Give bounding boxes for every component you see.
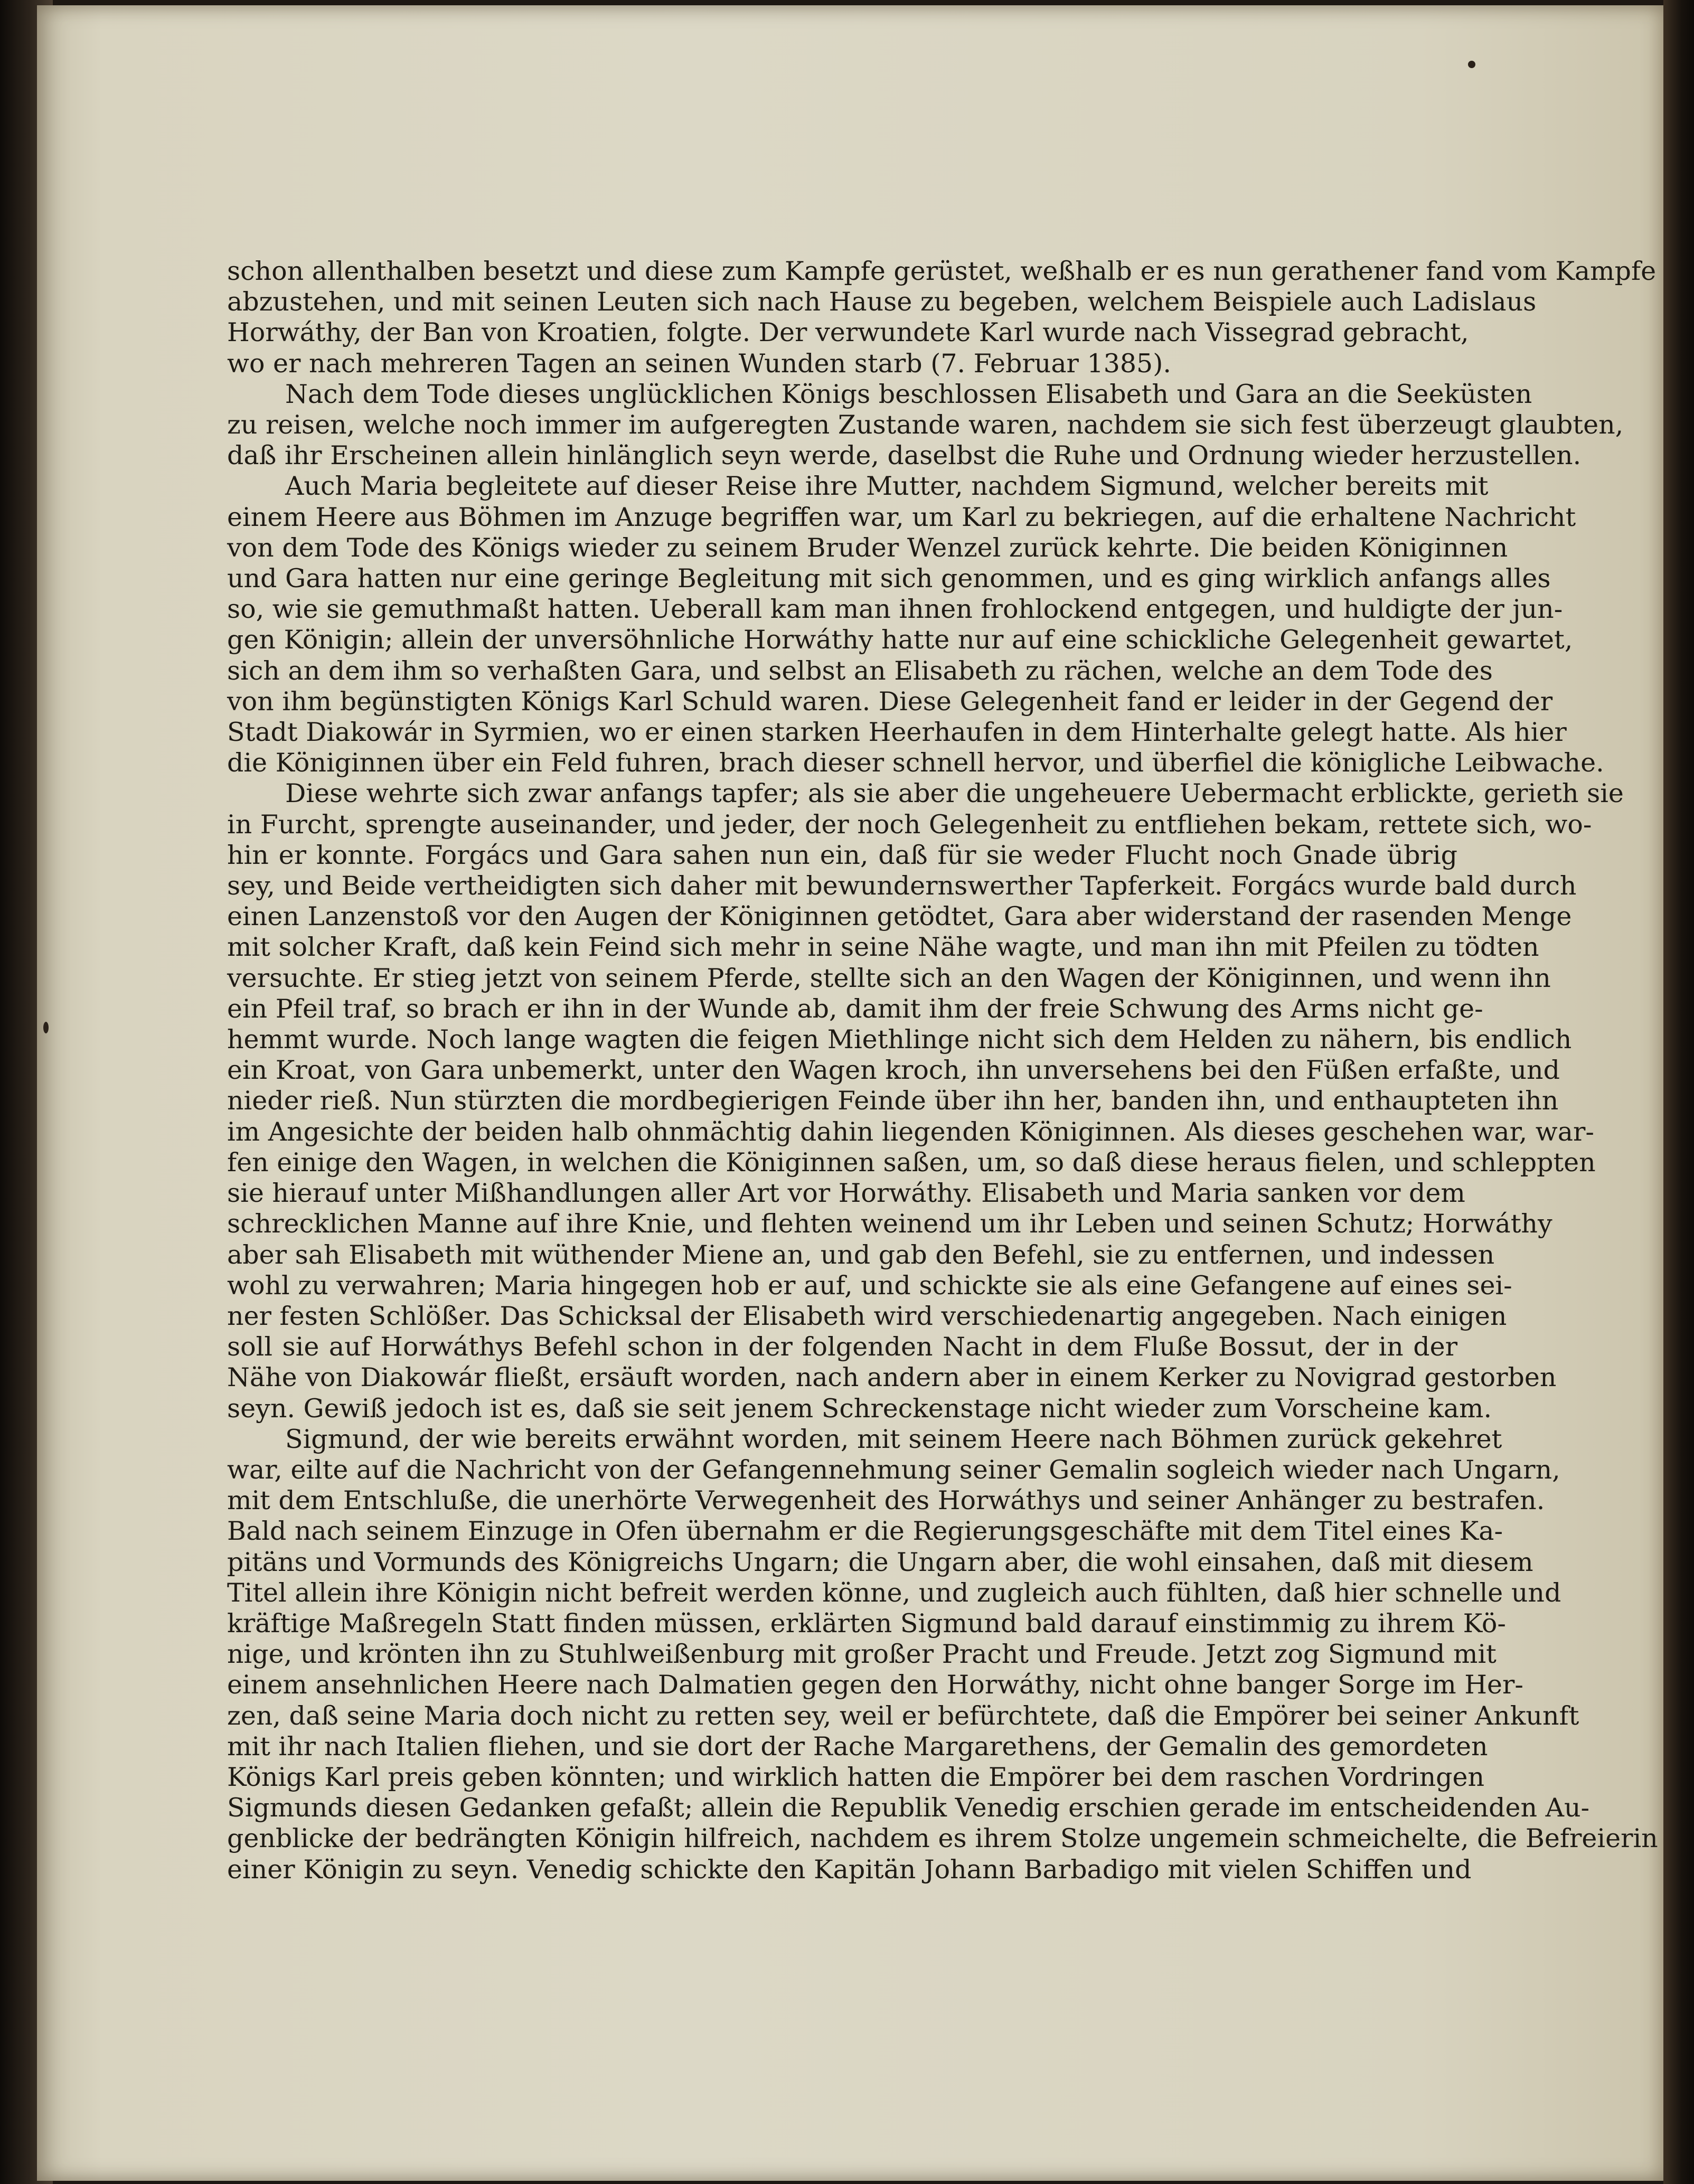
text-line: ein Pfeil traf, so brach er ihn in der Wunde ab, damit ihm der freie Schwung des Arms nicht ge- (227, 993, 1483, 1024)
text-line: zen, daß seine Maria doch nicht zu retten sey, weil er befürchtete, daß die Empörer bei seiner Ankunft (227, 1700, 1579, 1731)
text-line: nige, und krönten ihn zu Stuhlweißenburg mit großer Pracht und Freude. Jetzt zog Sigmund mit (227, 1639, 1497, 1670)
page-edge (1663, 0, 1694, 2184)
text-line: nieder rieß. Nun stürzten die mordbegierigen Feinde über ihn her, banden ihn, und enthaupteten ihn (227, 1086, 1559, 1116)
text-line: sich an dem ihm so verhaßten Gara, und selbst an Elisabeth zu rächen, welche an dem Tode des (227, 655, 1493, 686)
text-line: Nähe von Diakowár fließt, ersäuft worden, nach andern aber in einem Kerker zu Novigrad gestorben (227, 1362, 1557, 1393)
paper-speck (43, 1022, 49, 1033)
text-line: fen einige den Wagen, in welchen die Königinnen saßen, um, so daß diese heraus fielen, und schleppten (227, 1147, 1596, 1178)
text-line: sie hierauf unter Mißhandlungen aller Art vor Horwáthy. Elisabeth und Maria sanken vor dem (227, 1178, 1465, 1209)
text-line: so, wie sie gemuthmaßt hatten. Ueberall kam man ihnen frohlockend entgegen, und huldigte der jun- (227, 594, 1563, 625)
text-line: Titel allein ihre Königin nicht befreit werden könne, und zugleich auch fühlten, daß hier schnelle und (227, 1577, 1561, 1608)
text-line: mit dem Entschluße, die unerhörte Verwegenheit des Horwáthys und seiner Anhänger zu bestrafen. (227, 1485, 1545, 1516)
text-line: einem Heere aus Böhmen im Anzuge begriffen war, um Karl zu bekriegen, auf die erhaltene Nachricht (227, 502, 1576, 532)
text-line: hemmt wurde. Noch lange wagten die feigen Miethlinge nicht sich dem Helden zu nähern, bis endlich (227, 1024, 1572, 1055)
text-line: von ihm begünstigten Königs Karl Schuld waren. Diese Gelegenheit fand er leider in der Gegend der (227, 686, 1553, 717)
text-line: Stadt Diakowár in Syrmien, wo er einen starken Heerhaufen in dem Hinterhalte gelegt hatte. Als hier (227, 717, 1567, 748)
text-line: abzustehen, und mit seinen Leuten sich nach Hause zu begeben, welchem Beispiele auch Ladislaus (227, 287, 1537, 317)
text-line: zu reisen, welche noch immer im aufgeregten Zustande waren, nachdem sie sich fest überzeugt glaubten, (227, 410, 1624, 440)
text-line: genblicke der bedrängten Königin hilfreich, nachdem es ihrem Stolze ungemein schmeichelte, die Befreierin (227, 1823, 1658, 1854)
text-line: Nach dem Tode dieses unglücklichen Königs beschlossen Elisabeth und Gara an die Seeküsten (285, 379, 1532, 409)
text-line: Sigmunds diesen Gedanken gefaßt; allein die Republik Venedig erschien gerade im entscheidenden Au- (227, 1793, 1590, 1823)
text-line: im Angesichte der beiden halb ohnmächtig dahin liegenden Königinnen. Als dieses geschehen war, war- (227, 1116, 1594, 1147)
text-line: Horwáthy, der Ban von Kroatien, folgte. Der verwundete Karl wurde nach Vissegrad gebracht, (227, 317, 1469, 348)
text-line: die Königinnen über ein Feld fuhren, brach dieser schnell hervor, und überfiel die königliche Leibwache. (227, 748, 1604, 778)
text-line: war, eilte auf die Nachricht von der Gefangennehmung seiner Gemalin sogleich wieder nach Ungarn, (227, 1454, 1560, 1485)
body-text (227, 256, 1658, 1885)
text-line: wohl zu verwahren; Maria hingegen hob er auf, und schickte sie als eine Gefangene auf eines sei- (227, 1270, 1512, 1301)
text-line: mit solcher Kraft, daß kein Feind sich mehr in seine Nähe wagte, und man ihn mit Pfeilen zu tödten (227, 932, 1539, 963)
text-line: schon allenthalben besetzt und diese zum Kampfe gerüstet, weßhalb er es nun gerathener fand vom Kampfe (227, 256, 1657, 286)
text-line: einer Königin zu seyn. Venedig schickte den Kapitän Johann Barbadigo mit vielen Schiffen und (227, 1854, 1472, 1885)
text-line: schrecklichen Manne auf ihre Knie, und flehten weinend um ihr Leben und seinen Schutz; Horwáthy (227, 1209, 1552, 1239)
text-line: und Gara hatten nur eine geringe Begleitung mit sich genommen, und es ging wirklich anfangs alles (227, 563, 1551, 594)
text-line: ner festen Schlößer. Das Schicksal der Elisabeth wird verschiedenartig angegeben. Nach einigen (227, 1301, 1507, 1331)
text-line: seyn. Gewiß jedoch ist es, daß sie seit jenem Schreckenstage nicht wieder zum Vorscheine kam. (227, 1393, 1492, 1424)
text-line: kräftige Maßregeln Statt finden müssen, erklärten Sigmund bald darauf einstimmig zu ihrem Kö- (227, 1608, 1506, 1639)
text-line: gen Königin; allein der unversöhnliche Horwáthy hatte nur auf eine schickliche Gelegenheit gewartet, (227, 625, 1573, 655)
text-line: einen Lanzenstoß vor den Augen der Königinnen getödtet, Gara aber widerstand der rasenden Menge (227, 901, 1572, 932)
text-line: Königs Karl preis geben könnten; und wirklich hatten die Empörer bei dem raschen Vordringen (227, 1762, 1485, 1792)
text-line: soll sie auf Horwáthys Befehl schon in der folgenden Nacht in dem Fluße Bossut, der in der (227, 1332, 1457, 1362)
text-line: aber sah Elisabeth mit wüthender Miene an, und gab den Befehl, sie zu entfernen, und indessen (227, 1239, 1495, 1270)
text-line: daß ihr Erscheinen allein hinlänglich seyn werde, daselbst die Ruhe und Ordnung wieder herzustellen. (227, 440, 1582, 471)
text-line: hin er konnte. Forgács und Gara sahen nun ein, daß für sie weder Flucht noch Gnade übrig (227, 840, 1457, 870)
paper-speck (1468, 61, 1475, 68)
text-line: mit ihr nach Italien fliehen, und sie dort der Rache Margarethens, der Gemalin des gemordeten (227, 1731, 1488, 1762)
text-line: ein Kroat, von Gara unbemerkt, unter den Wagen kroch, ihn unversehens bei den Füßen erfaßte, und (227, 1055, 1560, 1086)
text-line: Auch Maria begleitete auf dieser Reise ihre Mutter, nachdem Sigmund, welcher bereits mit (285, 471, 1489, 502)
text-line: versuchte. Er stieg jetzt von seinem Pferde, stellte sich an den Wagen der Königinnen, und wenn ihn (227, 963, 1551, 993)
text-line: Bald nach seinem Einzuge in Ofen übernahm er die Regierungsgeschäfte mit dem Titel eines Ka- (227, 1516, 1503, 1547)
text-line: Diese wehrte sich zwar anfangs tapfer; als sie aber die ungeheuere Uebermacht erblickte, gerieth sie (285, 778, 1624, 809)
text-line: in Furcht, sprengte auseinander, und jeder, der noch Gelegenheit zu entfliehen bekam, rettete sich, wo- (227, 809, 1592, 840)
text-line: Sigmund, der wie bereits erwähnt worden, mit seinem Heere nach Böhmen zurück gekehret (285, 1424, 1502, 1454)
text-line: sey, und Beide vertheidigten sich daher mit bewundernswerther Tapferkeit. Forgács wurde bald durch (227, 871, 1577, 901)
text-line: von dem Tode des Königs wieder zu seinem Bruder Wenzel zurück kehrte. Die beiden Königinnen (227, 532, 1508, 563)
text-line: pitäns und Vormunds des Königreichs Ungarn; die Ungarn aber, die wohl einsahen, daß mit diesem (227, 1547, 1533, 1577)
text-line: einem ansehnlichen Heere nach Dalmatien gegen den Horwáthy, nicht ohne banger Sorge im Her- (227, 1670, 1523, 1700)
text-line: wo er nach mehreren Tagen an seinen Wunden starb (7. Februar 1385). (227, 348, 1171, 379)
